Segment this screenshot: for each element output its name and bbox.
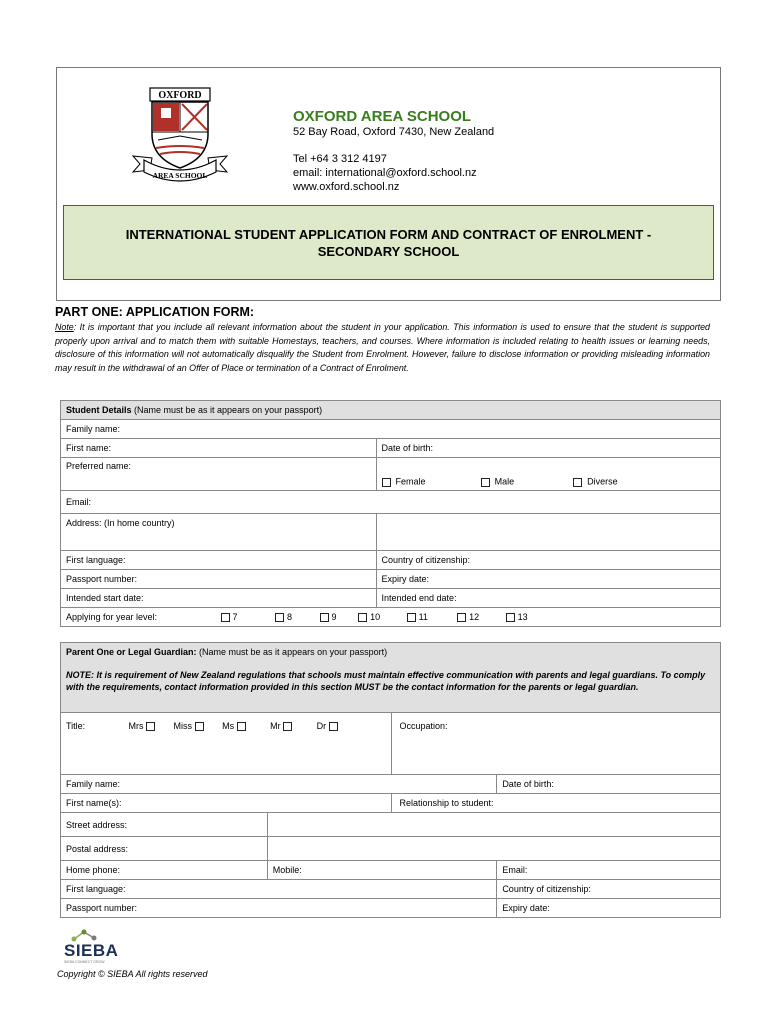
student-dob-field[interactable]: Date of birth: <box>376 439 721 458</box>
guardian-street-field[interactable] <box>267 813 720 837</box>
school-phone: Tel +64 3 312 4197 <box>293 153 387 165</box>
student-details-table <box>60 400 721 627</box>
guardian-first-names-field[interactable]: First name(s): <box>61 794 392 813</box>
student-address-field[interactable]: Address: (In home country) <box>61 514 377 551</box>
form-title-line2: SECONDARY SCHOOL <box>317 243 460 259</box>
guardian-email-field[interactable]: Email: <box>497 861 721 880</box>
title-dr-label: Dr <box>316 721 327 731</box>
year-12-label: 12 <box>469 612 480 623</box>
student-family-name-field[interactable]: Family name: <box>61 420 721 439</box>
gender-female-checkbox[interactable] <box>382 478 391 487</box>
title-mr-checkbox[interactable] <box>283 722 292 731</box>
guardian-citizenship-field[interactable]: Country of citizenship: <box>497 880 721 899</box>
logo-text-bottom: AREA SCHOOL <box>152 171 208 180</box>
year-9-checkbox[interactable] <box>320 613 329 622</box>
title-ms-checkbox[interactable] <box>237 722 246 731</box>
guardian-relationship-field[interactable]: Relationship to student: <box>391 794 721 813</box>
note-paragraph <box>55 321 710 375</box>
guardian-mobile-field[interactable]: Mobile: <box>267 861 497 880</box>
student-expiry-field[interactable]: Expiry date: <box>376 570 721 589</box>
student-details-header: Student Details (Name must be as it appears on your passport) <box>61 401 721 420</box>
guardian-dob-field[interactable]: Date of birth: <box>497 775 721 794</box>
year-level-label: Applying for year level: <box>66 612 158 623</box>
gender-options <box>376 458 721 491</box>
note-text: : It is important that you include all relevant information about the student in your application. This information is used to ensure that the student is supported properly upon arrival and to match them with suitable Homestays, teachers, and courses. Where information is included relating to health issues or learning needs, disclosure of this information will not automatically disqualify the Student from Enrolment. However, failure to disclose information or providing misleading information may result in the withdrawal of an Offer of Place or termination of a Contract of Enrolment. <box>55 322 710 373</box>
school-website: www.oxford.school.nz <box>293 181 400 193</box>
guardian-family-name-field[interactable]: Family name: <box>61 775 497 794</box>
year-10-label: 10 <box>370 612 381 623</box>
year-13-checkbox[interactable] <box>506 613 515 622</box>
year-8-checkbox[interactable] <box>275 613 284 622</box>
guardian-expiry-field[interactable]: Expiry date: <box>497 899 721 918</box>
year-level-row <box>61 608 721 627</box>
note-label: Note <box>55 322 74 332</box>
title-mrs-label: Mrs <box>128 721 144 731</box>
title-miss-checkbox[interactable] <box>195 722 204 731</box>
year-10-checkbox[interactable] <box>358 613 367 622</box>
form-title-line1: INTERNATIONAL STUDENT APPLICATION FORM AND CONTRACT OF ENROLMENT - <box>125 226 652 242</box>
student-end-date-field[interactable]: Intended end date: <box>376 589 721 608</box>
copyright-text: Copyright © SIEBA All rights reserved <box>57 969 208 979</box>
guardian-title-row <box>61 713 392 775</box>
student-address-extra-field[interactable] <box>376 514 721 551</box>
student-email-field[interactable]: Email: <box>61 491 721 514</box>
part-one-heading: PART ONE: APPLICATION FORM: <box>55 305 255 319</box>
title-ms-label: Ms <box>222 721 235 731</box>
sieba-tagline: SIEBA CONNECT GROW <box>64 960 105 964</box>
guardian-occupation-field[interactable]: Occupation: <box>391 713 721 775</box>
student-start-date-field[interactable]: Intended start date: <box>61 589 377 608</box>
student-first-language-field[interactable]: First language: <box>61 551 377 570</box>
guardian-street-label: Street address: <box>61 813 268 837</box>
sieba-logo <box>60 928 140 968</box>
gender-male-label: Male <box>494 477 515 487</box>
guardian-home-phone-field[interactable]: Home phone: <box>61 861 268 880</box>
year-9-label: 9 <box>331 612 337 623</box>
gender-male-checkbox[interactable] <box>481 478 490 487</box>
guardian-postal-label: Postal address: <box>61 837 268 861</box>
title-mrs-checkbox[interactable] <box>146 722 155 731</box>
student-passport-field[interactable]: Passport number: <box>61 570 377 589</box>
year-7-label: 7 <box>232 612 238 623</box>
year-8-label: 8 <box>287 612 293 623</box>
student-citizenship-field[interactable]: Country of citizenship: <box>376 551 721 570</box>
guardian-title-label: Title: <box>66 721 86 731</box>
guardian-header: Parent One or Legal Guardian: (Name must be as it appears on your passport) NOTE: It is requirement of New Zealand regulations that schools must maintain effective communication with parents and legal guardians. To comply with the requirements, contact information provided in this section MUST be the contact information for the parents or legal guardian. <box>61 643 721 713</box>
year-7-checkbox[interactable] <box>221 613 230 622</box>
guardian-postal-field[interactable] <box>267 837 720 861</box>
gender-female-label: Female <box>395 477 426 487</box>
sieba-brand: SIEBA <box>64 941 119 960</box>
guardian-details-table <box>60 642 721 918</box>
form-title-box <box>63 205 714 280</box>
guardian-note: NOTE: It is requirement of New Zealand regulations that schools must maintain effective communication with parents and legal guardians. To comply with the requirements, contact information provided in this section MUST be the contact information for the parents or legal guardian. <box>66 670 706 692</box>
student-preferred-name-field[interactable]: Preferred name: <box>61 458 377 491</box>
year-11-label: 11 <box>418 612 428 623</box>
title-mr-label: Mr <box>270 721 281 731</box>
guardian-first-language-field[interactable]: First language: <box>61 880 497 899</box>
gender-diverse-label: Diverse <box>587 477 618 487</box>
year-12-checkbox[interactable] <box>457 613 466 622</box>
title-dr-checkbox[interactable] <box>329 722 338 731</box>
guardian-passport-field[interactable]: Passport number: <box>61 899 497 918</box>
school-name: OXFORD AREA SCHOOL <box>293 108 472 125</box>
student-first-name-field[interactable]: First name: <box>61 439 377 458</box>
year-13-label: 13 <box>517 612 528 623</box>
gender-diverse-checkbox[interactable] <box>573 478 582 487</box>
title-miss-label: Miss <box>173 721 193 731</box>
sieba-network-icon <box>66 928 106 942</box>
school-email: email: international@oxford.school.nz <box>293 167 477 179</box>
school-address: 52 Bay Road, Oxford 7430, New Zealand <box>293 126 495 138</box>
year-11-checkbox[interactable] <box>407 613 416 622</box>
logo-text-top: OXFORD <box>158 90 202 101</box>
school-crest-logo <box>130 86 230 190</box>
